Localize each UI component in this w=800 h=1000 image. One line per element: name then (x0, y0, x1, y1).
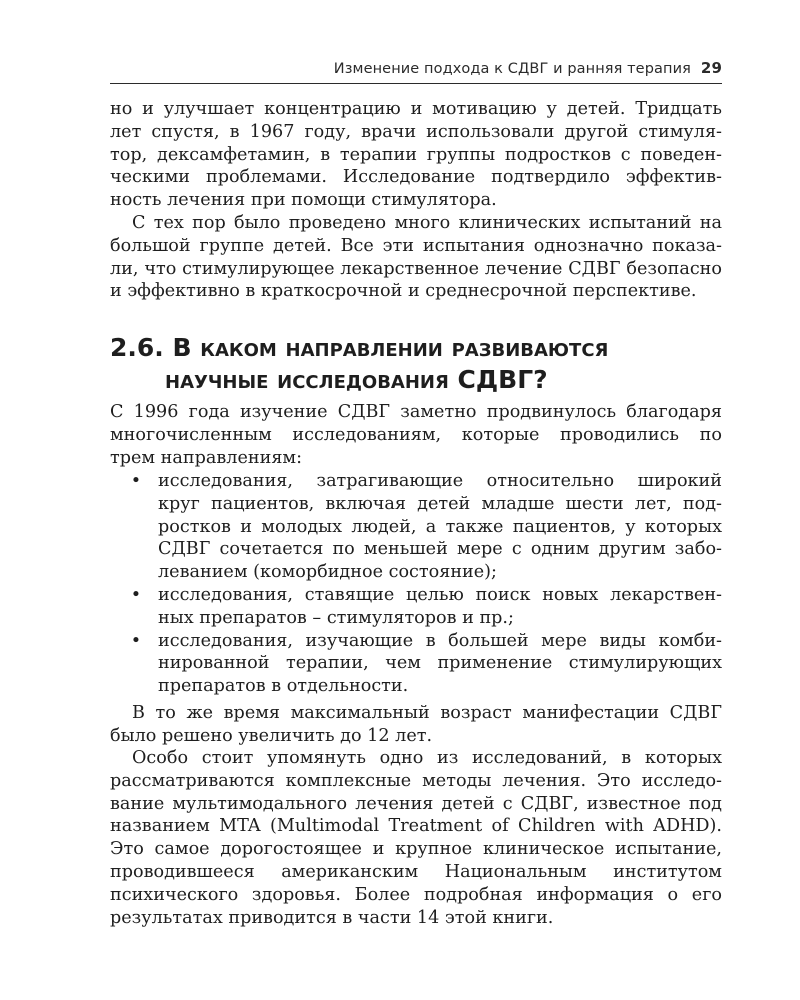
text-line: проводившееся американским Национальным институтом (110, 861, 722, 882)
text-line: исследования, изучающие в большей мере виды комби- (158, 630, 722, 651)
text-line: лет спустя, в 1967 году, врачи использовали другой стимуля- (110, 121, 722, 142)
text-line: многочисленным исследованиям, которые проводились по (110, 424, 722, 445)
text-line: большой группе детей. Все эти испытания однозначно показа- (110, 235, 722, 256)
text-line: ли, что стимулирующее лекарственное лечение СДВГ безопасно (110, 258, 722, 279)
text-line: ческими проблемами. Исследование подтвердило эффектив- (110, 167, 722, 188)
text-line: СДВГ сочетается по меньшей мере с одним другим забо- (158, 539, 722, 560)
running-head (110, 59, 722, 81)
text-line: и эффективно в краткосрочной и среднесрочной перспективе. (110, 281, 697, 302)
section-heading-line-1: 2.6. В каком направлении развиваются (110, 333, 609, 362)
bullet-item (110, 470, 722, 584)
text-line: рассматриваются комплексные методы лечения. Это исследо- (110, 770, 722, 791)
text-line: нированной терапии, чем применение стимулирующих (158, 653, 722, 674)
text-line: С тех пор было проведено много клинических испытаний на (132, 213, 722, 233)
text-line: В то же время максимальный возраст манифестации СДВГ (132, 703, 722, 723)
intro-paragraph (110, 401, 722, 469)
text-line: было решено увеличить до 12 лет. (110, 725, 433, 746)
paragraph-continued (110, 98, 722, 212)
text-line: ных препаратов – стимуляторов и пр.; (158, 607, 514, 628)
text-line: круг пациентов, включая детей младше шести лет, под- (158, 493, 722, 514)
text-line: но и улучшает концентрацию и мотивацию у детей. Тридцать (110, 99, 722, 119)
text-line: препаратов в отдельности. (158, 676, 409, 697)
text-line: Это самое дорогостоящее и крупное клиническое испытание, (110, 839, 722, 860)
bullet-item (110, 630, 722, 698)
bullet-list (110, 470, 722, 698)
text-line: Особо стоит упомянуть одно из исследований, в которых (132, 748, 722, 768)
text-line: ростков и молодых людей, а также пациентов, у которых (158, 516, 722, 537)
page-number: 29 (700, 59, 722, 77)
text-line: исследования, затрагивающие относительно широкий (158, 471, 722, 491)
text-line: тор, дексамфетамин, в терапии группы подростков с поведен- (110, 144, 722, 165)
header-rule (110, 83, 722, 84)
bullet-item (110, 584, 722, 630)
text-line: С 1996 года изучение СДВГ заметно продвинулось благодаря (110, 402, 722, 422)
text-line: ность лечения при помощи стимулятора. (110, 190, 497, 211)
bullet-marker: • (130, 471, 142, 491)
bullet-marker: • (130, 584, 142, 605)
paragraph (110, 702, 722, 748)
text-line: психического здоровья. Более подробная информация о его (110, 884, 722, 905)
text-line: вание мультимодального лечения детей с СДВГ, известное под (110, 793, 722, 814)
bullet-marker: • (130, 630, 142, 651)
text-line: трем направлениям: (110, 447, 303, 468)
section-heading-line-2: научные исследования СДВГ? (165, 365, 548, 394)
text-line: исследования, ставящие целью поиск новых лекарствен- (158, 584, 722, 605)
text-line: названием MTA (Multimodal Treatment of Children with ADHD). (110, 816, 722, 837)
running-head-title: Изменение подхода к СДВГ и ранняя терапия (333, 61, 691, 77)
text-line: результатах приводится в части 14 этой книги. (110, 907, 554, 928)
paragraph (110, 747, 722, 929)
paragraph (110, 212, 722, 303)
text-line: леванием (коморбидное состояние); (158, 562, 497, 583)
